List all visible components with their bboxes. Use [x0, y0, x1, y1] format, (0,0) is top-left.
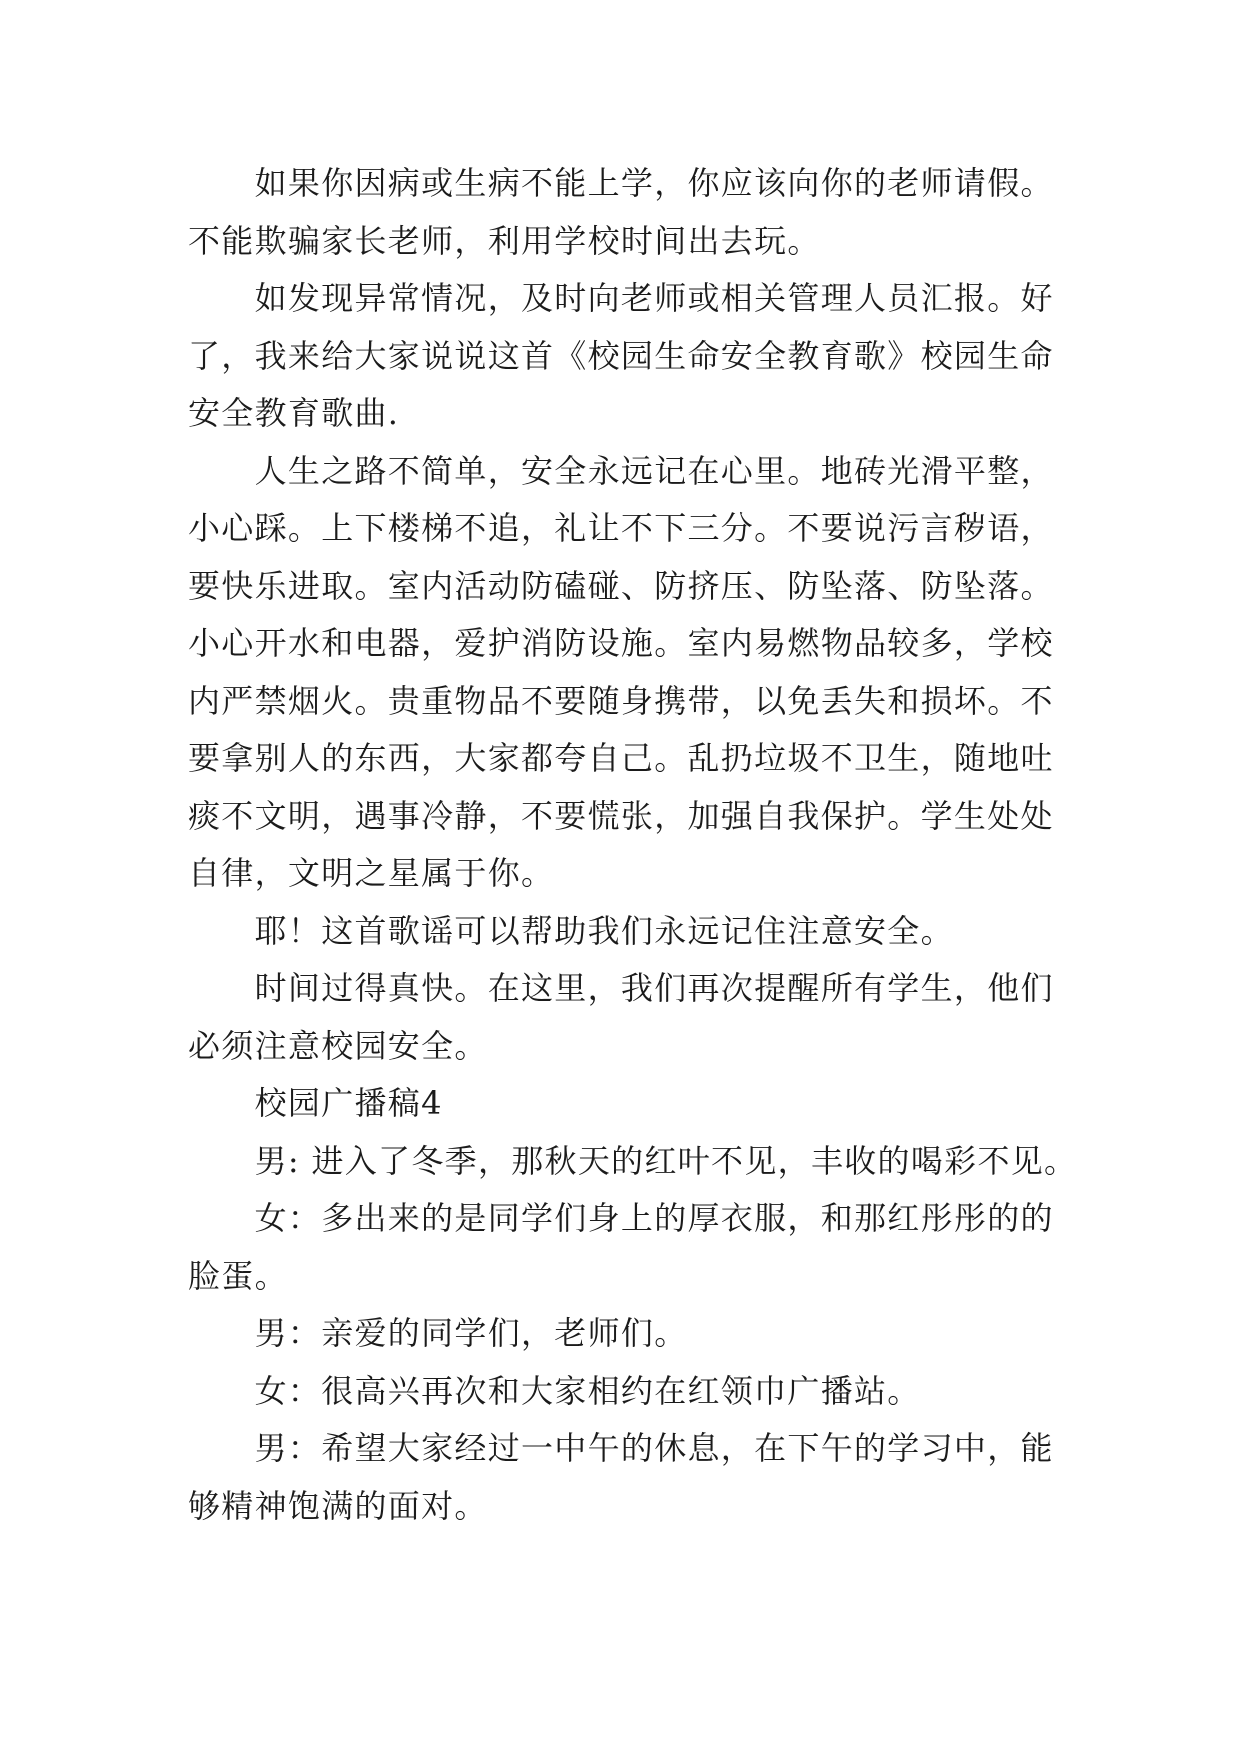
- text-line: 时间过得真快。在这里，我们再次提醒所有学生，他们: [254, 969, 1054, 1007]
- text-line: 小心踩。上下楼梯不追，礼让不下三分。不要说污言秽语，: [188, 509, 1054, 547]
- text-line: 男：亲爱的同学们，老师们。: [254, 1314, 688, 1352]
- text-line: 要拿别人的东西，大家都夸自己。乱扔垃圾不卫生，随地吐: [188, 739, 1054, 777]
- text-line: 如发现异常情况，及时向老师或相关管理人员汇报。好: [254, 279, 1054, 317]
- paragraph: [188, 1190, 1068, 1305]
- text-line: 够精神饱满的面对。: [188, 1486, 488, 1525]
- paragraph: [188, 960, 1068, 1075]
- paragraph: [188, 1363, 1068, 1421]
- text-line: 了，我来给大家说说这首《校园生命安全教育歌》校园生命: [188, 336, 1054, 375]
- text-line: 安全教育歌曲.: [188, 394, 400, 432]
- paragraph: [188, 155, 1068, 270]
- text-line: 内严禁烟火。贵重物品不要随身携带，以免丢失和损坏。不: [188, 681, 1054, 720]
- section-heading: [188, 1075, 1068, 1133]
- text-line: 脸蛋。: [188, 1256, 288, 1295]
- text-line: 小心开水和电器，爱护消防设施。室内易燃物品较多，学校: [188, 624, 1054, 662]
- text-line: 女：多出来的是同学们身上的厚衣服，和那红彤彤的的: [254, 1199, 1054, 1237]
- paragraph: [188, 443, 1068, 903]
- paragraph: [188, 1305, 1068, 1363]
- paragraph: [188, 1133, 1078, 1191]
- text-line: 人生之路不简单，安全永远记在心里。地砖光滑平整，: [254, 451, 1054, 490]
- document-body: [188, 155, 1078, 1535]
- heading-line: 校园广播稿4: [254, 1084, 443, 1122]
- paragraph: [188, 903, 1068, 961]
- text-line: 男: 进入了冬季，那秋天的红叶不见，丰收的喝彩不见。: [254, 1141, 1078, 1180]
- text-line: 必须注意校园安全。: [188, 1026, 488, 1065]
- text-line: 要快乐进取。室内活动防磕碰、防挤压、防坠落、防坠落。: [188, 566, 1054, 605]
- text-line: 耶！这首歌谣可以帮助我们永远记住注意安全。: [254, 911, 954, 950]
- text-line: 女：很高兴再次和大家相约在红领巾广播站。: [254, 1371, 921, 1410]
- paragraph: [188, 1420, 1068, 1535]
- paragraph: [188, 270, 1068, 443]
- text-line: 如果你因病或生病不能上学，你应该向你的老师请假。: [254, 164, 1054, 202]
- text-line: 不能欺骗家长老师，利用学校时间出去玩。: [188, 221, 821, 260]
- text-line: 痰不文明，遇事冷静，不要慌张，加强自我保护。学生处处: [188, 796, 1054, 835]
- text-line: 自律，文明之星属于你。: [188, 854, 555, 892]
- text-line: 男：希望大家经过一中午的休息，在下午的学习中，能: [254, 1429, 1054, 1467]
